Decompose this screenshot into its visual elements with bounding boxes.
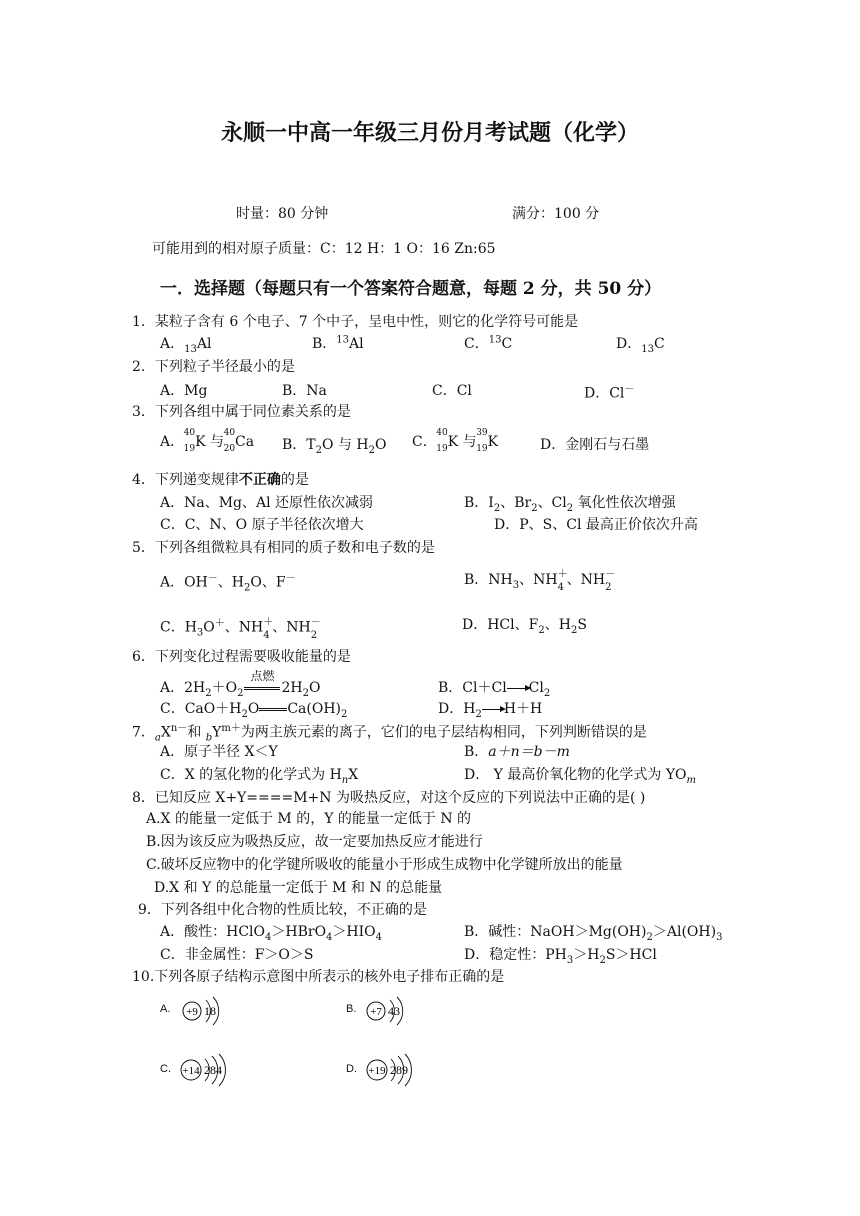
q5-a-2s: 2 <box>244 582 251 594</box>
q5-b-1s: 3 <box>512 579 520 591</box>
q5-c-3: 、NH <box>224 619 264 636</box>
q5-option-b <box>464 569 614 591</box>
q7-option-c <box>160 764 358 786</box>
q5-c-3up: ＋ <box>263 616 274 628</box>
q5-c-4-charge <box>311 617 320 639</box>
q7-x: X <box>160 724 171 741</box>
q3-b-sub2: 2 <box>368 444 375 456</box>
reaction-arrow-icon <box>507 688 529 689</box>
q6-option-c <box>160 698 347 720</box>
q6-d-1: D．H <box>438 701 476 717</box>
q8-option-d: D.X 和 Y 的总能量一定低于 M 和 N 的总能量 <box>154 880 443 896</box>
q4-option-a: A．Na、Mg、Al 还原性依次减弱 <box>160 495 374 511</box>
atom-diagram-c <box>178 1052 258 1088</box>
q1-d-label: D． <box>616 336 642 352</box>
q7-option-a: A．原子半径 X＜Y <box>160 744 278 760</box>
q3-a-k-notation <box>183 428 196 454</box>
q5-b-3: 、NH <box>566 572 606 588</box>
q10-b-label: B. <box>346 1003 357 1015</box>
q6-a-condition-sign <box>243 669 281 696</box>
q5-b-3dn: 2 <box>605 582 612 593</box>
question-8-stem: 8．已知反应 X+Y====M+N 为吸热反应，对这个反应的下列说法中正确的是( ) <box>132 790 646 806</box>
q2-d-sup: － <box>624 384 635 395</box>
q6-b-2: Cl <box>528 680 544 696</box>
q10-a-nucleus: +9 <box>186 1006 198 1018</box>
question-9-stem: 9．下列各组中化合物的性质比较，不正确的是 <box>138 902 427 918</box>
q9-d-2s: 2 <box>599 954 606 966</box>
q10-c-nucleus: +14 <box>182 1065 200 1077</box>
q8-option-b: B.因为该反应为吸热反应，故一定要加热反应才能进行 <box>146 834 483 850</box>
q5-b-2dn: 4 <box>557 582 564 593</box>
q1-option-a <box>160 333 211 355</box>
q5-option-a <box>160 569 296 593</box>
q6-a-2: ＋O <box>211 680 238 696</box>
q5-b-2-charge <box>558 569 567 591</box>
q6-c-1s: 2 <box>241 708 248 720</box>
q6-c-3s: 2 <box>341 708 348 720</box>
q5-c-1: C．H <box>160 619 197 636</box>
q5-a-1: A．OH <box>160 574 208 591</box>
q9-d-1s: 3 <box>566 954 574 966</box>
q4-stem-post: 的是 <box>280 472 309 488</box>
q1-a-sub: 13 <box>184 343 197 355</box>
q6-option-d <box>438 698 542 720</box>
q3-option-c <box>412 428 499 454</box>
q2-option-c: C．Cl <box>432 383 472 399</box>
q5-c-4: 、NH <box>272 619 311 636</box>
q4-b-mid1: 、Br <box>500 495 532 511</box>
q5-b-2: 、NH <box>519 572 558 588</box>
q5-c-2: O <box>203 619 215 636</box>
q9-option-d <box>464 944 657 966</box>
q3-c-k2-z: 19 <box>476 444 488 454</box>
q7-c-2: X <box>348 767 359 783</box>
q6-c-3: Ca(OH) <box>287 701 341 717</box>
q5-b-3-charge <box>605 569 614 591</box>
q5-d-2: 、H <box>544 617 571 633</box>
atom-diagram-a <box>180 994 250 1028</box>
q1-c-symbol: C <box>501 336 513 352</box>
q3-a-ca-z: 20 <box>223 444 236 454</box>
q6-c-2: O <box>247 701 260 717</box>
q9-a-1s: 4 <box>265 931 272 943</box>
q1-a-label: A． <box>160 336 185 352</box>
q3-a-ca-notation <box>223 428 236 454</box>
q10-c-label: C. <box>160 1063 171 1075</box>
q4-b-s3: 2 <box>566 502 574 514</box>
q6-c-1: C．CaO＋H <box>160 701 242 717</box>
q10-d-label: D. <box>346 1063 357 1075</box>
q5-a-3: O、F <box>250 574 286 591</box>
q9-d-1: D．稳定性：PH <box>464 947 567 963</box>
question-7-stem <box>132 719 647 743</box>
q3-option-d: D．金刚石与石墨 <box>540 437 650 453</box>
q5-c-3dn: 4 <box>263 629 270 641</box>
question-10-stem: 10.下列各原子结构示意图中所表示的核外电子排布正确的是 <box>132 969 505 985</box>
q10-a-label: A. <box>160 1003 171 1015</box>
q9-a-2s: 4 <box>326 931 333 943</box>
q5-c-4dn: 2 <box>310 629 318 641</box>
q7-sub-b: b <box>205 732 213 744</box>
q8-option-c: C.破坏反应物中的化学键所吸收的能量小于形成生成物中化学键所放出的能量 <box>146 857 623 873</box>
q5-c-3-charge <box>263 617 272 639</box>
q9-b-2: ＞Al(OH) <box>652 924 717 940</box>
exam-score: 满分：100 分 <box>512 206 600 222</box>
q6-b-1: B．Cl＋Cl <box>438 680 507 696</box>
q3-c-label: C． <box>412 434 437 450</box>
question-3-stem: 3．下列各组中属于同位素关系的是 <box>132 404 351 420</box>
q1-option-b <box>312 333 364 353</box>
q9-b-1s: 2 <box>646 931 653 943</box>
q5-b-2up: ＋ <box>557 569 568 580</box>
q4-b-s2: 2 <box>531 502 538 514</box>
section-heading: 一．选择题（每题只有一个答案符合题意，每题 2 分，共 50 分） <box>160 279 662 299</box>
q1-c-sup: 13 <box>488 334 502 346</box>
q9-option-b <box>464 921 722 943</box>
q1-a-symbol: Al <box>196 336 212 352</box>
q3-c-k1-notation <box>436 428 448 454</box>
q9-d-3: S＞HCl <box>605 947 657 963</box>
q9-a-1: A．酸性：HClO <box>160 924 265 940</box>
q6-b-2s: 2 <box>543 687 551 699</box>
question-6-stem: 6．下列变化过程需要吸收能量的是 <box>132 649 351 665</box>
q1-b-symbol: Al <box>349 336 364 352</box>
q3-a-with: 与 <box>210 434 225 450</box>
q4-option-b <box>464 492 676 514</box>
q3-b-mid: O 与 H <box>322 437 369 453</box>
q3-a-k-z: 19 <box>183 444 196 454</box>
q5-b-3up: － <box>605 569 616 580</box>
q5-a-1s: － <box>207 573 218 584</box>
q4-stem-emphasis: 不正确 <box>238 472 281 488</box>
q3-b-sub1: 2 <box>315 444 323 456</box>
q9-a-3: ＞HIO <box>332 924 376 940</box>
q3-a-label: A． <box>160 434 185 450</box>
q7-b-label: B． <box>464 744 489 760</box>
atomic-mass-line: 可能用到的相对原子质量：C：12 H：1 O：16 Zn:65 <box>152 241 496 257</box>
q6-a-1: A．2H <box>160 680 206 696</box>
question-5-stem: 5．下列各组微粒具有相同的质子数和电子数的是 <box>132 540 435 556</box>
q2-option-b: B．Na <box>282 383 327 399</box>
q3-c-k1: K <box>447 434 459 450</box>
q5-a-2: 、H <box>217 574 245 591</box>
q1-d-symbol: C <box>653 336 665 352</box>
q10-c-shells: 284 <box>204 1063 222 1077</box>
q6-option-b <box>438 677 550 699</box>
q3-c-with: 与 <box>462 434 477 450</box>
q1-b-label: B． <box>312 336 337 352</box>
q7-num: 7． <box>132 724 155 741</box>
question-4-stem <box>132 469 309 489</box>
q4-b-mid2: 、Cl <box>537 495 567 511</box>
exam-title: 永顺一中高一年级三月份月考试题（化学） <box>220 120 639 146</box>
q7-c-1: C．X 的氢化物的化学式为 H <box>160 767 342 783</box>
q3-c-k1-mass: 40 <box>436 428 448 438</box>
q7-b-expr: a＋n＝b－m <box>488 744 570 760</box>
q9-a-2: ＞HBrO <box>271 924 327 940</box>
q7-c-sub: n <box>341 774 349 786</box>
q1-b-sup: 13 <box>336 334 350 346</box>
q4-b-post: 氧化性依次增强 <box>573 495 676 511</box>
q6-a-3: 2H <box>281 680 303 696</box>
q3-a-ca-mass: 40 <box>223 428 236 438</box>
q7-option-b <box>464 741 570 761</box>
q6-d-1s: 2 <box>475 708 482 720</box>
q3-c-k2: K <box>487 434 499 450</box>
q7-sup-m: m＋ <box>221 723 241 734</box>
q3-c-k1-z: 19 <box>436 444 448 454</box>
q5-a-3s: － <box>285 573 296 584</box>
q5-c-2s: ＋ <box>214 618 225 629</box>
question-1-stem: 1．某粒子含有 6 个电子、7 个中子，呈电中性，则它的化学符号可能是 <box>132 314 579 330</box>
q5-d-2s: 2 <box>570 624 578 636</box>
q10-a-shells: 18 <box>204 1004 216 1018</box>
q7-rest: 为两主族元素的离子，它们的电子层结构相同，下列判断错误的是 <box>240 724 647 741</box>
equals-sign-icon <box>259 708 287 711</box>
q9-b-2s: 3 <box>716 931 723 943</box>
q2-option-d <box>584 380 634 403</box>
q7-sub-a: a <box>154 732 161 744</box>
question-2-stem: 2．下列粒子半径最小的是 <box>132 359 295 375</box>
q7-sup-n: n－ <box>170 723 188 734</box>
atom-diagram-d <box>364 1052 444 1088</box>
q1-option-c <box>464 333 512 353</box>
q3-a-k: K <box>195 434 206 450</box>
q4-b-pre: B．I <box>464 495 494 511</box>
q4-option-d: D．P、S、Cl 最高正价依次升高 <box>494 517 698 533</box>
q7-and: 和 <box>187 724 206 741</box>
q6-a-1s: 2 <box>205 687 212 699</box>
atom-diagram-b <box>364 994 434 1028</box>
q6-a-4: O <box>308 680 321 696</box>
q3-c-k2-notation <box>476 428 488 454</box>
q5-d-1s: 2 <box>538 624 545 636</box>
q5-c-4up: － <box>310 616 321 628</box>
q4-stem-pre: 4．下列递变规律 <box>132 472 239 488</box>
q7-option-d <box>464 764 696 786</box>
q10-d-nucleus: +19 <box>368 1065 386 1077</box>
q3-option-b <box>282 434 386 456</box>
q3-c-k2-mass: 39 <box>476 428 488 438</box>
exam-time: 时量：80 分钟 <box>236 206 329 222</box>
q7-y: Y <box>212 724 222 741</box>
q9-b-1: B．碱性：NaOH＞Mg(OH) <box>464 924 647 940</box>
q9-d-2: ＞H <box>573 947 600 963</box>
q7-d-1: D． Y 最高价氧化物的化学式为 YO <box>464 767 687 783</box>
q10-b-shells: 43 <box>388 1004 400 1018</box>
q5-option-d <box>462 614 587 636</box>
q3-b-label: B．T <box>282 437 316 453</box>
q6-a-2s: 2 <box>237 687 244 699</box>
q2-option-a: A．Mg <box>160 383 208 399</box>
q1-d-sub: 13 <box>641 343 654 355</box>
q5-d-3: S <box>577 617 587 633</box>
q5-c-1s: 3 <box>196 627 204 639</box>
q7-d-sub: m <box>686 774 697 786</box>
q8-option-a: A.X 的能量一定低于 M 的，Y 的能量一定低于 N 的 <box>146 811 472 827</box>
q10-b-nucleus: +7 <box>370 1006 382 1018</box>
q5-option-c <box>160 614 320 639</box>
q5-b-1: B．NH <box>464 572 513 588</box>
q4-b-s1: 2 <box>493 502 501 514</box>
q4-option-c: C．C、N、O 原子半径依次增大 <box>160 517 364 533</box>
q3-b-end: O <box>374 437 387 453</box>
q6-a-3s: 2 <box>302 687 309 699</box>
q9-a-3s: 4 <box>375 931 383 943</box>
q9-option-c: C．非金属性：F＞O＞S <box>160 947 314 963</box>
q2-d-label: D．Cl <box>584 385 625 402</box>
q5-d-1: D．HCl、F <box>462 617 539 633</box>
reaction-arrow-icon <box>482 709 504 710</box>
q3-a-ca: Ca <box>235 434 255 450</box>
q6-a-condition: 点燃 <box>250 669 275 683</box>
q6-d-2: H＋H <box>503 701 543 717</box>
q6-option-a <box>160 669 321 699</box>
q1-option-d <box>616 333 665 355</box>
q3-a-k-mass: 40 <box>183 428 196 438</box>
q9-option-a <box>160 921 382 943</box>
q3-option-a <box>160 428 255 454</box>
q10-d-shells: 289 <box>390 1063 408 1077</box>
q1-c-label: C． <box>464 336 489 352</box>
